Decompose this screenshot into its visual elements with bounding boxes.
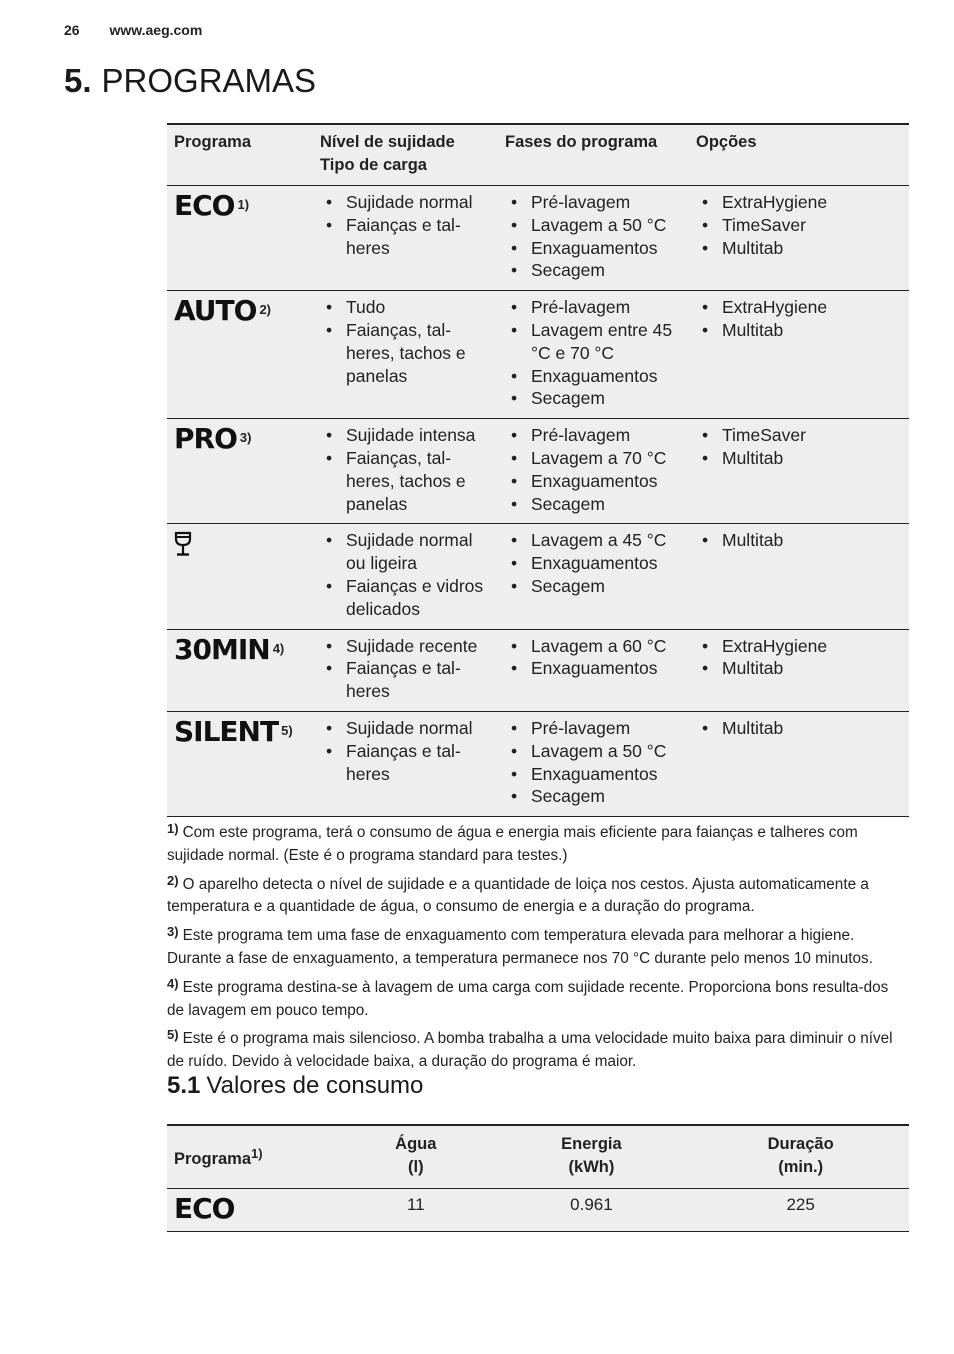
list-item: • Enxaguamentos bbox=[505, 763, 682, 786]
list-item: • Sujidade normal ou ligeira bbox=[320, 529, 491, 575]
list-item: • Faianças, tal-heres, tachos e panelas bbox=[320, 447, 491, 515]
program-footnote-mark: 4) bbox=[272, 640, 285, 656]
list-item: • Multitab bbox=[696, 447, 902, 470]
section-number: 5.1 bbox=[167, 1072, 201, 1099]
options-cell bbox=[689, 186, 909, 291]
program-name: ECO bbox=[174, 1192, 235, 1225]
list-item: • Enxaguamentos bbox=[505, 365, 682, 388]
cons-program-cell bbox=[167, 1189, 341, 1232]
section-title bbox=[167, 1072, 423, 1100]
list-item: • Multitab bbox=[696, 237, 902, 260]
phases-cell bbox=[498, 711, 689, 816]
list-item: • Sujidade intensa bbox=[320, 424, 491, 447]
table-row bbox=[167, 711, 909, 816]
soil-cell bbox=[313, 291, 498, 419]
program-cell bbox=[167, 419, 313, 524]
program-footnote-mark: 1) bbox=[237, 197, 250, 212]
footnotes bbox=[167, 818, 909, 1076]
phases-cell bbox=[498, 419, 689, 524]
program-name: PRO bbox=[174, 422, 237, 456]
table-row bbox=[167, 629, 909, 711]
program-name: 30MIN bbox=[174, 632, 270, 666]
program-name: AUTO bbox=[174, 294, 257, 328]
soil-cell bbox=[313, 524, 498, 629]
list-item: • Lavagem a 70 °C bbox=[505, 447, 682, 470]
soil-list bbox=[320, 635, 491, 703]
cons-header-water-line2: (l) bbox=[407, 1158, 424, 1176]
list-item: • Sujidade normal bbox=[320, 717, 491, 740]
list-item: • Tudo bbox=[320, 296, 491, 319]
soil-cell bbox=[313, 419, 498, 524]
footnote-mark: 4) bbox=[167, 975, 179, 991]
chapter-title bbox=[64, 62, 316, 100]
footnote bbox=[167, 1024, 909, 1074]
list-item: • Enxaguamentos bbox=[505, 657, 682, 680]
footnote-text: Este é o programa mais silencioso. A bomba trabalha a uma velocidade muito baixa para diminuir o nível de ruído. Devido à velocidade baixa, a duração do programa é maior. bbox=[167, 1030, 893, 1071]
page-number: 26 bbox=[64, 22, 80, 38]
list-item: • Faianças e tal-heres bbox=[320, 740, 491, 786]
program-cell bbox=[167, 291, 313, 419]
list-item: • Multitab bbox=[696, 657, 902, 680]
programs-table-body bbox=[167, 186, 909, 817]
cons-water-value: 11 bbox=[341, 1189, 491, 1232]
footnote-mark: 3) bbox=[167, 924, 179, 940]
list-item: • Lavagem a 50 °C bbox=[505, 214, 682, 237]
program-cell bbox=[167, 524, 313, 629]
list-item: • Faianças, tal-heres, tachos e panelas bbox=[320, 319, 491, 387]
cons-header-program-footnote: 1) bbox=[251, 1145, 263, 1161]
header-soil-line1: Nível de sujidade bbox=[320, 133, 455, 151]
table-row bbox=[167, 524, 909, 629]
list-item: • Enxaguamentos bbox=[505, 552, 682, 575]
header-soil bbox=[313, 124, 498, 186]
options-cell bbox=[689, 711, 909, 816]
program-footnote-mark: 3) bbox=[239, 430, 252, 446]
options-list bbox=[696, 529, 902, 552]
list-item: • Pré-lavagem bbox=[505, 717, 682, 740]
cons-header-duration bbox=[692, 1125, 909, 1189]
table-row bbox=[167, 186, 909, 291]
program-footnote-mark: 5) bbox=[281, 722, 293, 738]
list-item: • Pré-lavagem bbox=[505, 424, 682, 447]
cons-header-energy-line1: Energia bbox=[561, 1135, 622, 1153]
soil-cell bbox=[313, 629, 498, 711]
list-item: • Lavagem a 45 °C bbox=[505, 529, 682, 552]
phases-cell bbox=[498, 291, 689, 419]
list-item: • Lavagem entre 45 °C e 70 °C bbox=[505, 319, 682, 365]
list-item: • Secagem bbox=[505, 493, 682, 516]
footnote bbox=[167, 973, 909, 1023]
cons-header-duration-line2: (min.) bbox=[778, 1158, 824, 1176]
options-cell bbox=[689, 291, 909, 419]
phases-list bbox=[505, 635, 682, 681]
header-phases: Fases do programa bbox=[498, 124, 689, 186]
footnote-text: Com este programa, terá o consumo de água e energia mais eficiente para faianças e talheres com sujidade normal. (Este é o programa standard para testes.) bbox=[167, 824, 858, 864]
footnote bbox=[167, 921, 909, 971]
soil-list bbox=[320, 296, 491, 387]
program-name: SILENT bbox=[174, 714, 279, 748]
footnote bbox=[167, 870, 909, 920]
options-list bbox=[696, 191, 902, 259]
soil-cell bbox=[313, 186, 498, 291]
phases-cell bbox=[498, 629, 689, 711]
program-cell bbox=[167, 186, 313, 291]
list-item: • Multitab bbox=[696, 717, 902, 740]
list-item: • Sujidade normal bbox=[320, 191, 491, 214]
soil-cell bbox=[313, 711, 498, 816]
header-soil-line2: Tipo de carga bbox=[320, 156, 427, 174]
list-item: • Secagem bbox=[505, 259, 682, 282]
options-list bbox=[696, 635, 902, 681]
footnote-text: O aparelho detecta o nível de sujidade e a quantidade de loiça nos cestos. Ajusta automaticamente a temperatura e a quantidade de água, o consumo de energia e a duração do programa. bbox=[167, 875, 869, 916]
cons-header-energy bbox=[491, 1125, 693, 1189]
cons-header-water bbox=[341, 1125, 491, 1189]
page-header bbox=[64, 22, 202, 38]
program-footnote-mark: 2) bbox=[259, 302, 272, 318]
consumption-table-body bbox=[167, 1189, 909, 1232]
program-cell bbox=[167, 711, 313, 816]
chapter-number: 5. bbox=[64, 62, 92, 99]
table-row bbox=[167, 1189, 909, 1232]
soil-list bbox=[320, 529, 491, 620]
list-item: • Multitab bbox=[696, 529, 902, 552]
list-item: • ExtraHygiene bbox=[696, 296, 902, 319]
website-link[interactable]: www.aeg.com bbox=[109, 22, 203, 38]
list-item: • Secagem bbox=[505, 785, 682, 808]
phases-cell bbox=[498, 524, 689, 629]
cons-header-energy-line2: (kWh) bbox=[568, 1158, 615, 1176]
consumption-table bbox=[167, 1124, 909, 1232]
soil-list bbox=[320, 717, 491, 785]
list-item: • Lavagem a 50 °C bbox=[505, 740, 682, 763]
list-item: • Faianças e vidros delicados bbox=[320, 575, 491, 621]
phases-list bbox=[505, 191, 682, 282]
footnote-mark: 2) bbox=[167, 872, 179, 888]
list-item: • Faianças e tal-heres bbox=[320, 214, 491, 260]
options-cell bbox=[689, 629, 909, 711]
list-item: • Faianças e tal-heres bbox=[320, 657, 491, 703]
phases-list bbox=[505, 529, 682, 597]
wine-glass-icon bbox=[174, 531, 192, 557]
list-item: • Multitab bbox=[696, 319, 902, 342]
cons-header-program-label: Programa bbox=[174, 1149, 252, 1168]
list-item: • Enxaguamentos bbox=[505, 237, 682, 260]
footnote-mark: 1) bbox=[167, 821, 179, 836]
options-list bbox=[696, 424, 902, 470]
options-list bbox=[696, 296, 902, 342]
cons-energy-value: 0.961 bbox=[491, 1189, 693, 1232]
list-item: • Secagem bbox=[505, 387, 682, 410]
program-name: ECO bbox=[174, 189, 235, 222]
phases-cell bbox=[498, 186, 689, 291]
options-list bbox=[696, 717, 902, 740]
options-cell bbox=[689, 419, 909, 524]
list-item: • ExtraHygiene bbox=[696, 191, 902, 214]
table-row bbox=[167, 291, 909, 419]
list-item: • TimeSaver bbox=[696, 214, 902, 237]
section-title-text: Valores de consumo bbox=[206, 1072, 424, 1099]
program-cell bbox=[167, 629, 313, 711]
cons-header-program bbox=[167, 1125, 341, 1189]
cons-duration-value: 225 bbox=[692, 1189, 909, 1232]
chapter-title-text: PROGRAMAS bbox=[101, 62, 317, 99]
cons-header-duration-line1: Duração bbox=[767, 1135, 834, 1153]
soil-list bbox=[320, 191, 491, 259]
phases-list bbox=[505, 717, 682, 808]
soil-list bbox=[320, 424, 491, 515]
footnote-mark: 5) bbox=[167, 1027, 179, 1043]
list-item: • ExtraHygiene bbox=[696, 635, 902, 658]
list-item: • Secagem bbox=[505, 575, 682, 598]
list-item: • Lavagem a 60 °C bbox=[505, 635, 682, 658]
header-program: Programa bbox=[167, 124, 313, 186]
list-item: • Pré-lavagem bbox=[505, 191, 682, 214]
phases-list bbox=[505, 424, 682, 515]
phases-list bbox=[505, 296, 682, 410]
footnote bbox=[167, 818, 909, 868]
cons-header-water-line1: Água bbox=[395, 1135, 437, 1153]
table-row bbox=[167, 419, 909, 524]
options-cell bbox=[689, 524, 909, 629]
footnote-text: Este programa destina-se à lavagem de uma carga com sujidade recente. Proporciona bons resulta-dos de lavagem em pouco tempo. bbox=[167, 978, 889, 1019]
programs-table bbox=[167, 123, 909, 817]
footnote-text: Este programa tem uma fase de enxaguamento com temperatura elevada para melhorar a higiene. Durante a fase de enxaguamento, a temperatura permanece nos 70 °C durante pelo menos 10 minutos. bbox=[167, 927, 873, 967]
header-options: Opções bbox=[689, 124, 909, 186]
list-item: • Sujidade recente bbox=[320, 635, 491, 658]
list-item: • Pré-lavagem bbox=[505, 296, 682, 319]
list-item: • TimeSaver bbox=[696, 424, 902, 447]
list-item: • Enxaguamentos bbox=[505, 470, 682, 493]
